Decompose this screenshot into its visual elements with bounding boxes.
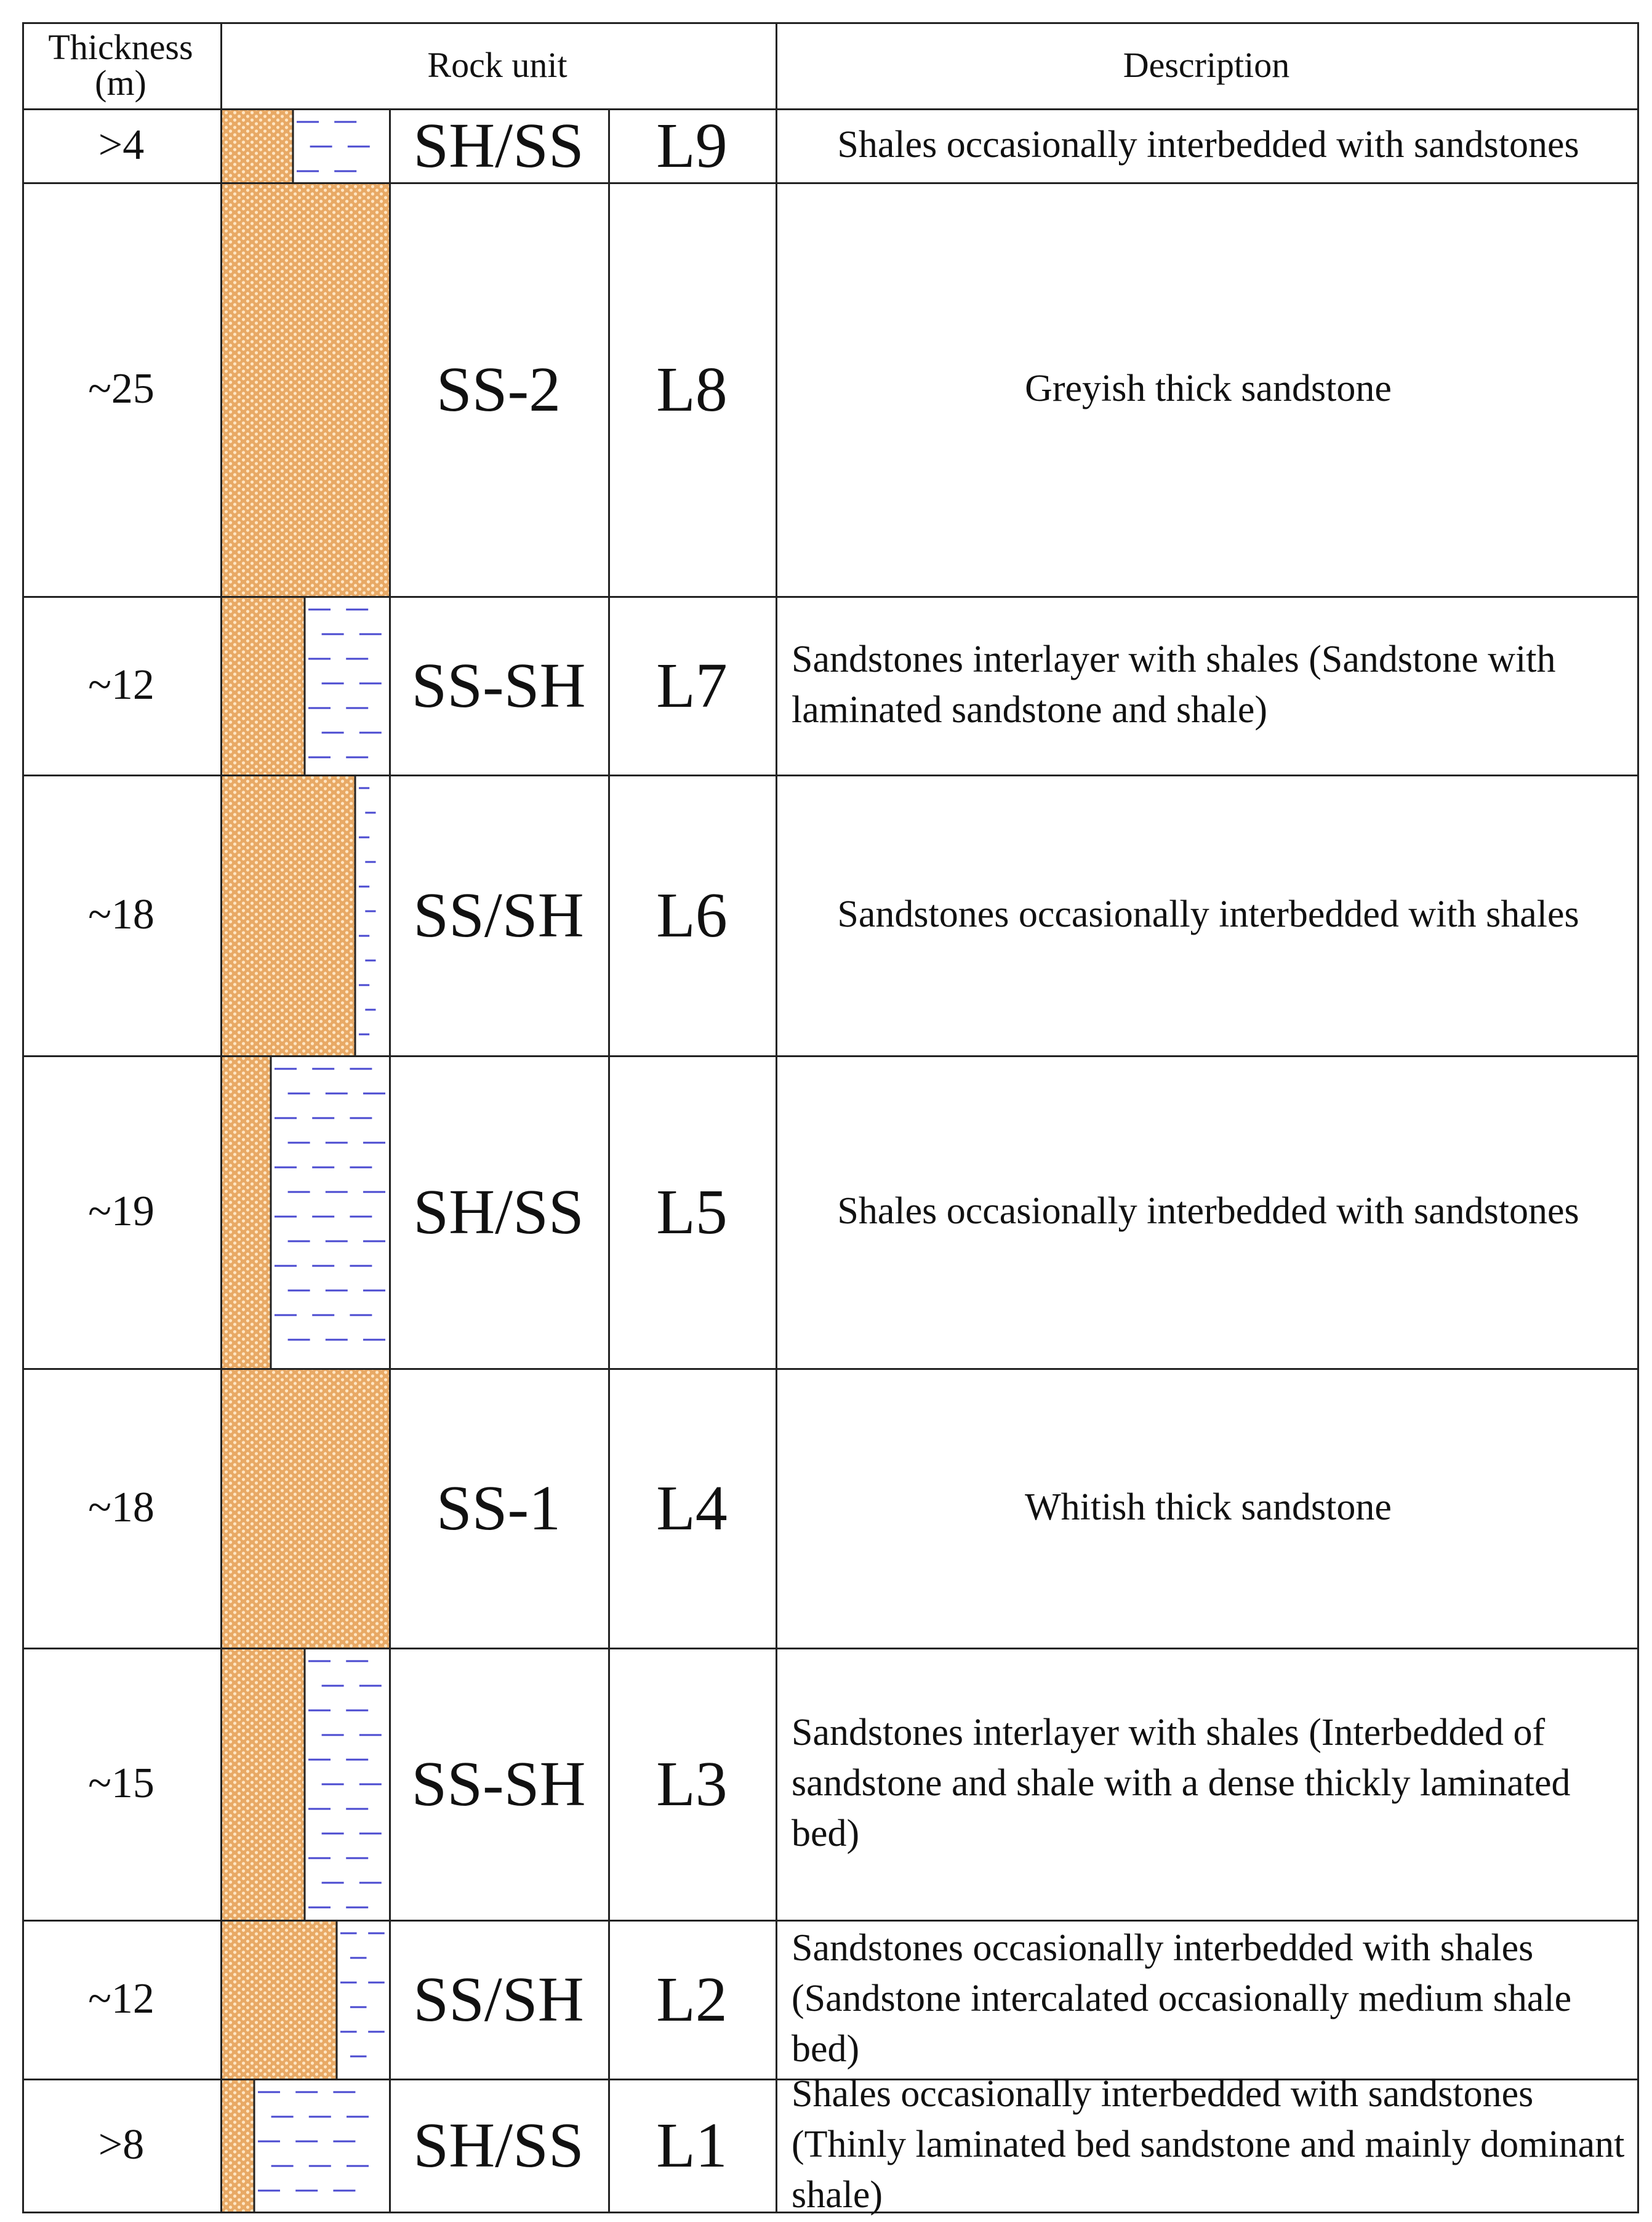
thickness-cell [22, 108, 220, 182]
thickness-cell-text: ~15 [88, 1760, 154, 1807]
description-cell [776, 1055, 1637, 1368]
rock-code-cell [389, 1920, 608, 2079]
shale-block [254, 2079, 389, 2212]
layer-id-cell [608, 108, 776, 182]
thickness-cell [22, 1368, 220, 1648]
shale-background [337, 1920, 389, 2079]
description-cell [776, 2073, 1637, 2216]
rock-code-cell-text: SS-2 [436, 353, 561, 425]
sandstone-block [220, 2079, 254, 2212]
rock-code-cell-text: SS/SH [413, 1963, 584, 2035]
description-cell [776, 596, 1637, 775]
thickness-cell-text: ~18 [88, 1484, 154, 1531]
sandstone-block [220, 108, 293, 182]
layer-id-cell [608, 2079, 776, 2212]
description-cell-text: Sandstones interlayer with shales (Sandstone with laminated sandstone and shale) [792, 638, 1556, 731]
description-cell-text: Sandstones interlayer with shales (Interbedded of sandstone and shale with a dense thickly laminated bed) [792, 1712, 1571, 1854]
header-rock-unit [220, 22, 774, 108]
thickness-cell [22, 182, 220, 596]
rock-code-cell-text: SS-SH [411, 1748, 586, 1819]
thickness-cell-text: ~12 [88, 1975, 154, 2023]
sandstone-block [220, 1920, 337, 2079]
layer-id-cell-text: L5 [656, 1176, 728, 1247]
description-cell-text: Sandstones occasionally interbedded with shales (Sandstone intercalated occasionally medium shale bed) [792, 1927, 1572, 2070]
shale-background [305, 596, 389, 775]
description-cell-text: Shales occasionally interbedded with sandstones [837, 1190, 1579, 1233]
description-cell-text: Greyish thick sandstone [1025, 368, 1392, 410]
description-cell [776, 1648, 1637, 1920]
sandstone-block [220, 1055, 271, 1368]
thickness-cell [22, 1648, 220, 1920]
rock-code-cell-text: SH/SS [413, 110, 584, 181]
rock-code-cell [389, 775, 608, 1055]
rock-code-cell-text: SS/SH [413, 879, 584, 951]
grid-line-right [1637, 22, 1639, 2213]
rock-code-cell [389, 2079, 608, 2212]
sandstone-block [220, 1368, 389, 1648]
thickness-cell-text: >8 [98, 2121, 145, 2168]
shale-background [271, 1055, 389, 1368]
description-cell [776, 182, 1637, 596]
shale-block [293, 108, 389, 182]
layer-id-cell-text: L9 [656, 110, 728, 181]
layer-id-cell [608, 775, 776, 1055]
description-cell [776, 108, 1637, 182]
layer-id-cell [608, 1920, 776, 2079]
layer-id-cell [608, 182, 776, 596]
grid-line-col1 [220, 22, 222, 2212]
shale-block [305, 596, 389, 775]
rock-code-cell-text: SH/SS [413, 2109, 584, 2181]
sandstone-block [220, 182, 389, 596]
rock-code-cell [389, 1648, 608, 1920]
layer-id-cell-text: L8 [656, 353, 728, 425]
description-cell-text: Shales occasionally interbedded with sandstones [837, 124, 1579, 166]
thickness-cell [22, 775, 220, 1055]
rock-code-cell-text: SH/SS [413, 1176, 584, 1247]
thickness-cell-text: >4 [98, 121, 145, 169]
thickness-cell [22, 1920, 220, 2079]
thickness-cell-text: ~19 [88, 1188, 154, 1235]
description-cell-text: Whitish thick sandstone [1025, 1486, 1392, 1529]
shale-block [271, 1055, 389, 1368]
shale-block [355, 775, 389, 1055]
thickness-cell [22, 2079, 220, 2212]
shale-block [305, 1648, 389, 1920]
rock-code-cell [389, 596, 608, 775]
rock-code-cell [389, 1368, 608, 1648]
thickness-cell [22, 596, 220, 775]
layer-id-cell-text: L3 [656, 1748, 728, 1819]
rock-code-cell-text: SS-1 [436, 1472, 561, 1544]
rock-code-cell [389, 1055, 608, 1368]
header-thickness-label: Thickness (m) [48, 27, 193, 103]
layer-id-cell [608, 1368, 776, 1648]
shale-block [337, 1920, 389, 2079]
description-cell [776, 1920, 1637, 2079]
shale-background [355, 775, 389, 1055]
layer-id-cell [608, 1648, 776, 1920]
header-description [776, 22, 1637, 108]
header-thickness [22, 22, 219, 108]
thickness-cell [22, 1055, 220, 1368]
layer-id-cell [608, 1055, 776, 1368]
layer-id-cell-text: L2 [656, 1963, 728, 2035]
layer-id-cell-text: L7 [656, 650, 728, 721]
shale-background [254, 2079, 389, 2212]
rock-code-cell-text: SS-SH [411, 650, 586, 721]
sandstone-block [220, 596, 305, 775]
description-cell [776, 775, 1637, 1055]
rock-code-cell [389, 182, 608, 596]
description-cell-text: Shales occasionally interbedded with sandstones (Thinly laminated bed sandstone and mainly dominant shale) [792, 2073, 1625, 2216]
rock-code-cell [389, 108, 608, 182]
layer-id-cell [608, 596, 776, 775]
layer-id-cell-text: L4 [656, 1472, 728, 1544]
sandstone-block [220, 775, 355, 1055]
thickness-cell-text: ~12 [88, 661, 154, 709]
layer-id-cell-text: L6 [656, 879, 728, 951]
thickness-cell-text: ~25 [88, 365, 154, 413]
thickness-cell-text: ~18 [88, 891, 154, 938]
layer-id-cell-text: L1 [656, 2109, 728, 2181]
description-cell [776, 1368, 1637, 1648]
header-rock-unit-label: Rock unit [427, 45, 567, 85]
header-description-label: Description [1123, 45, 1290, 85]
sandstone-block [220, 1648, 305, 1920]
description-cell-text: Sandstones occasionally interbedded with shales [837, 893, 1579, 936]
